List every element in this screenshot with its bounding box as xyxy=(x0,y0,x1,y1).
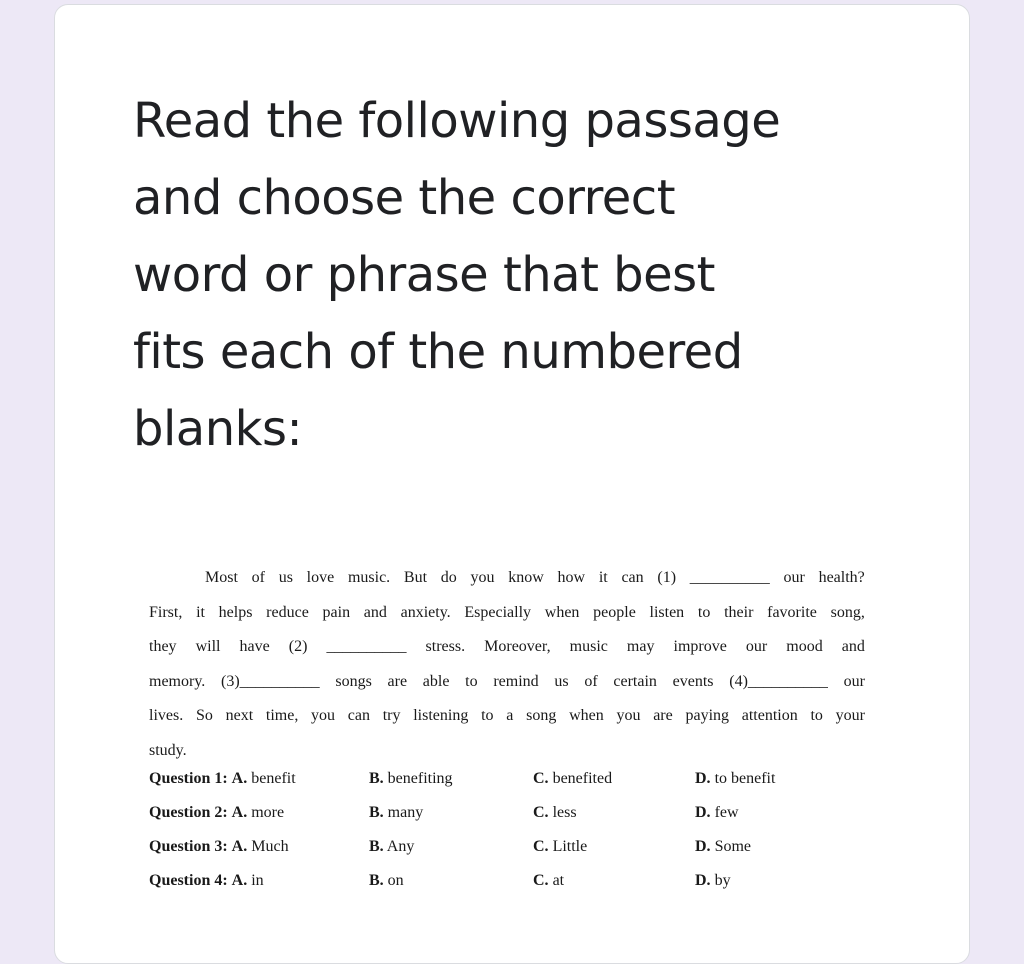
passage-line xyxy=(149,561,865,596)
passage-word: to xyxy=(481,707,494,724)
passage-word: (2) xyxy=(288,638,308,655)
passage-word: songs xyxy=(335,672,372,690)
passage-word: to xyxy=(697,603,711,621)
option-c: C. at xyxy=(533,872,565,889)
passage-word: __________ xyxy=(689,569,770,586)
passage-word: listening xyxy=(413,707,469,724)
passage-word: do xyxy=(440,569,457,586)
passage-word: remind xyxy=(493,672,539,690)
passage-word: improve xyxy=(673,638,727,655)
passage-word: of xyxy=(584,672,598,690)
passage-word: song xyxy=(526,707,557,724)
passage-word: of xyxy=(251,569,265,586)
passage-word: our xyxy=(843,672,865,690)
title-line: fits each of the numbered xyxy=(133,324,743,380)
passage-word: (1) xyxy=(657,569,677,586)
passage-word: our xyxy=(745,638,768,655)
passage-word: they xyxy=(149,638,177,655)
option-c: C. Little xyxy=(533,838,588,855)
passage-word: us xyxy=(278,569,293,586)
passage-word: song, xyxy=(830,603,865,621)
passage-word: you xyxy=(311,707,336,724)
question-label-cell: Question 3: A. Much xyxy=(149,838,289,855)
option-c: C. less xyxy=(533,804,577,821)
passage-word: attention xyxy=(741,707,798,724)
option-c: C. benefited xyxy=(533,770,613,787)
passage-word: So xyxy=(195,707,213,724)
passage-word: people xyxy=(593,603,636,621)
passage-word: you xyxy=(470,569,495,586)
passage-word: able xyxy=(422,672,450,690)
passage-word: us xyxy=(554,672,569,690)
question-title xyxy=(133,83,933,468)
passage-word: and xyxy=(363,603,387,621)
option-b: B. many xyxy=(369,804,424,821)
passage-word: are xyxy=(387,672,408,690)
form-card xyxy=(54,4,970,964)
passage-word: your xyxy=(835,707,865,724)
passage-line: study. xyxy=(149,741,187,759)
passage-word: mood xyxy=(786,638,823,655)
passage-word: (3)__________ xyxy=(221,672,320,690)
passage-word: a xyxy=(506,707,514,724)
passage-word: know xyxy=(508,569,544,586)
passage-word: will xyxy=(195,638,221,655)
question-label-cell: Question 4: A. in xyxy=(149,872,264,889)
passage-word: Especially xyxy=(464,603,532,621)
passage-line xyxy=(149,665,865,700)
option-d: D. few xyxy=(695,804,739,821)
passage-line xyxy=(149,630,865,665)
option-b: B. on xyxy=(369,872,404,889)
passage-word: you xyxy=(616,707,641,724)
passage-line xyxy=(149,699,865,734)
passage-word: try xyxy=(382,707,401,724)
passage-word: __________ xyxy=(326,638,407,655)
passage-word: and xyxy=(841,638,865,655)
passage-word: can xyxy=(347,707,370,724)
passage-word: memory. xyxy=(149,672,206,690)
option-d: D. by xyxy=(695,872,731,889)
passage-word: may xyxy=(626,638,655,655)
option-d: D. to benefit xyxy=(695,770,776,787)
passage-image xyxy=(149,561,865,768)
passage-word: our xyxy=(783,569,805,586)
passage-word: can xyxy=(621,569,644,586)
title-line: and choose the correct xyxy=(133,170,676,226)
passage-word: But xyxy=(403,569,428,586)
title-line: Read the following passage xyxy=(133,93,781,149)
passage-word: Most xyxy=(205,569,238,586)
passage-word: stress. xyxy=(425,638,466,655)
option-d: D. Some xyxy=(695,838,752,855)
passage-word: helps xyxy=(218,603,253,621)
passage-word: their xyxy=(724,603,754,621)
passage-word: to xyxy=(465,672,478,690)
passage-word: paying xyxy=(685,707,730,724)
passage-word: pain xyxy=(322,603,351,621)
passage-word: how xyxy=(557,569,586,586)
passage-line xyxy=(149,596,865,631)
passage-word: reduce xyxy=(266,603,309,621)
passage-word: favorite xyxy=(767,603,817,621)
passage-word: time, xyxy=(265,707,299,724)
passage-word: love xyxy=(306,569,335,586)
passage-word: when xyxy=(544,603,580,621)
passage-word: next xyxy=(225,707,254,724)
passage-word: are xyxy=(653,707,673,724)
passage-word: when xyxy=(569,707,604,724)
title-line: blanks: xyxy=(133,401,303,457)
passage-word: anxiety. xyxy=(400,603,451,621)
passage-word: it xyxy=(598,569,608,586)
passage-word: have xyxy=(239,638,270,655)
passage-word: (4)__________ xyxy=(729,672,828,690)
passage-word: music. xyxy=(347,569,391,586)
passage-word: lives. xyxy=(149,707,184,724)
passage-word: Moreover, xyxy=(484,638,551,655)
question-label-cell: Question 1: A. benefit xyxy=(149,770,296,787)
option-b: B. Any xyxy=(369,838,415,855)
option-b: B. benefiting xyxy=(369,770,453,787)
passage-word: health? xyxy=(818,569,865,586)
passage-word: it xyxy=(196,603,205,621)
passage-word: First, xyxy=(149,603,183,621)
passage-word: listen xyxy=(649,603,685,621)
passage-word: events xyxy=(672,672,714,690)
question-label-cell: Question 2: A. more xyxy=(149,804,285,821)
passage-word: certain xyxy=(613,672,657,690)
passage-word: to xyxy=(810,707,823,724)
passage-word: music xyxy=(569,638,608,655)
title-line: word or phrase that best xyxy=(133,247,715,303)
